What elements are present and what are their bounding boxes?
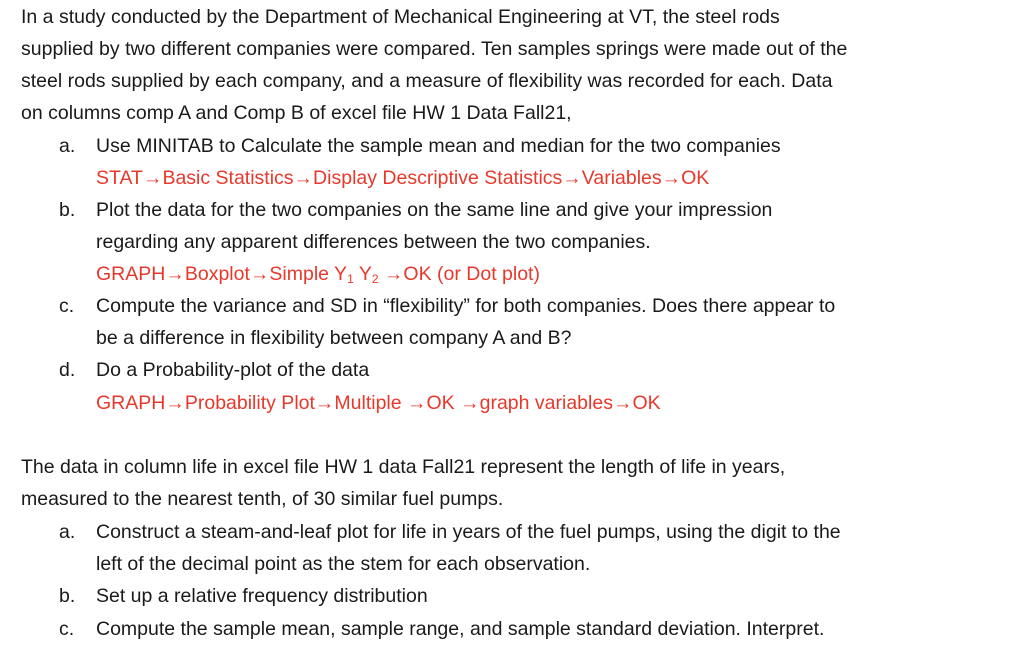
p2-item-c-marker: c. (59, 618, 75, 640)
p1-item-c-marker: c. (59, 295, 75, 317)
p1-item-b-hint-prefix: GRAPH→Boxplot→Simple Y (96, 263, 348, 285)
p1-item-b-hint-sub2: 2 (371, 272, 379, 286)
p1-item-c-text-1: Compute the variance and SD in “flexibility” for both companies. Does there appear to (96, 295, 836, 317)
p1-item-b-text-2: regarding any apparent differences between the two companies. (96, 231, 651, 253)
p2-item-b-marker: b. (59, 585, 76, 607)
p2-item-a-marker: a. (59, 521, 76, 543)
p1-item-b-hint-suffix: →OK (or Dot plot) (378, 263, 540, 285)
p2-item-a-text-1: Construct a steam-and-leaf plot for life in years of the fuel pumps, using the digit to the (96, 521, 841, 543)
p1-intro-line-4: on columns comp A and Comp B of excel file HW 1 Data Fall21, (21, 102, 572, 124)
p1-item-d-marker: d. (59, 359, 76, 381)
p2-item-b-text: Set up a relative frequency distribution (96, 585, 428, 607)
p1-intro-line-2: supplied by two different companies were compared. Ten samples springs were made out of the (21, 38, 848, 60)
p1-item-b-hint (96, 261, 540, 287)
p1-item-b-text-1: Plot the data for the two companies on the same line and give your impression (96, 199, 773, 221)
p1-item-a-marker: a. (59, 135, 76, 157)
p1-item-a-hint: STAT→Basic Statistics→Display Descriptive Statistics→Variables→OK (96, 167, 710, 189)
p1-item-a-text: Use MINITAB to Calculate the sample mean and median for the two companies (96, 135, 781, 157)
p2-intro-line-1: The data in column life in excel file HW 1 data Fall21 represent the length of life in years, (21, 456, 786, 478)
p2-item-a-text-2: left of the decimal point as the stem for each observation. (96, 553, 591, 575)
p1-item-c-text-2: be a difference in flexibility between company A and B? (96, 327, 572, 349)
p1-item-b-hint-mid: Y (353, 263, 372, 285)
p1-intro-line-3: steel rods supplied by each company, and a measure of flexibility was recorded for each. Data (21, 70, 833, 92)
p1-intro-line-1: In a study conducted by the Department of Mechanical Engineering at VT, the steel rods (21, 6, 780, 28)
p1-item-b-hint-sub1: 1 (347, 272, 354, 286)
p1-item-d-hint: GRAPH→Probability Plot→Multiple →OK →graph variables→OK (96, 392, 661, 414)
p1-item-d-text: Do a Probability-plot of the data (96, 359, 370, 381)
p1-item-b-marker: b. (59, 199, 76, 221)
p2-item-c-text: Compute the sample mean, sample range, and sample standard deviation. Interpret. (96, 618, 825, 640)
p2-intro-line-2: measured to the nearest tenth, of 30 similar fuel pumps. (21, 488, 504, 510)
